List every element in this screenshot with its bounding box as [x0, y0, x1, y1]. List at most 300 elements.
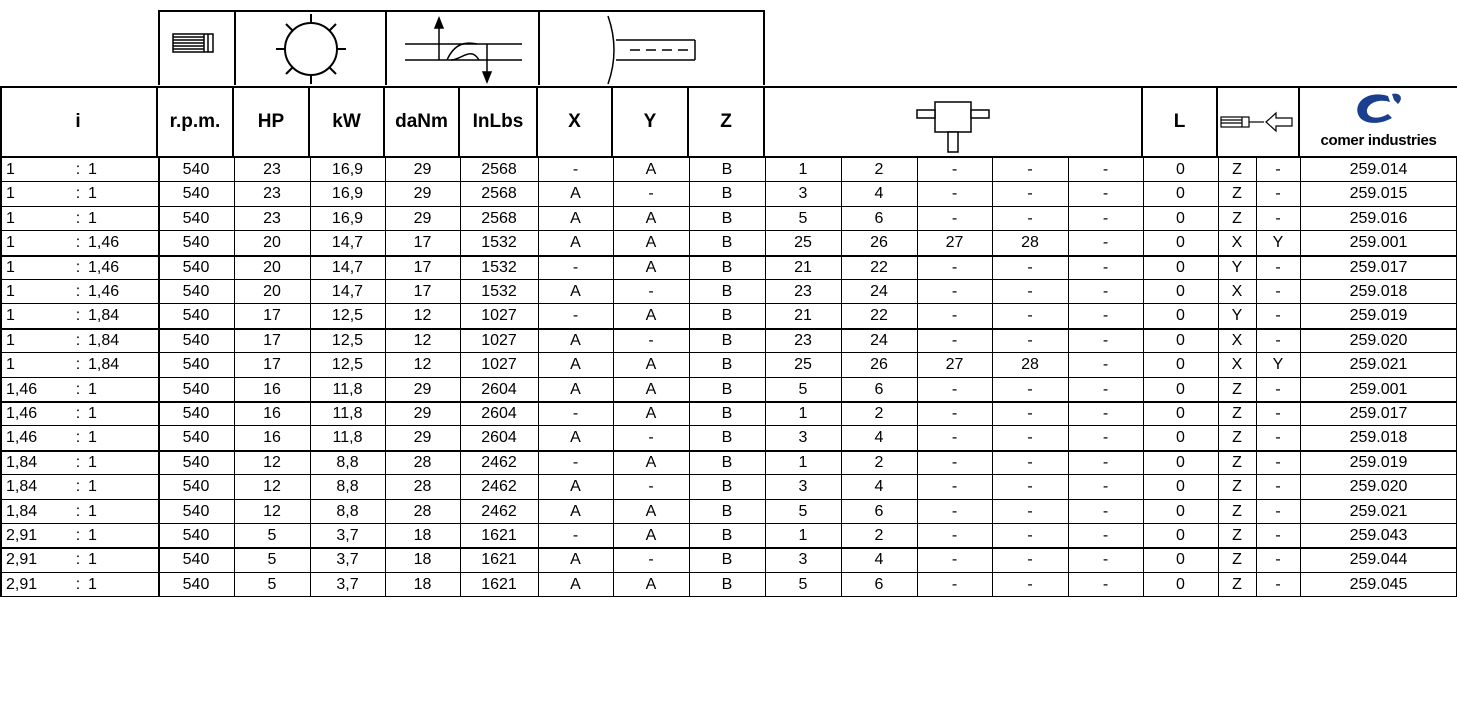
cell-s2: -: [1275, 185, 1281, 203]
cell-danm: 18: [413, 527, 432, 544]
gear-wheel-icon: [234, 10, 310, 85]
icon-row: [0, 0, 1457, 86]
cell-rpm: 540: [182, 575, 210, 593]
cell-s1: Z: [1232, 380, 1242, 398]
cell-y: A: [645, 405, 657, 422]
cell-x: -: [572, 161, 579, 178]
ratio-left: 1,46: [6, 380, 38, 398]
cell-c2: 4: [874, 185, 884, 203]
ratio-colon: :: [75, 185, 81, 203]
cell-c2: 4: [874, 429, 884, 447]
cell-x: A: [570, 575, 581, 593]
column-divider: [765, 158, 766, 597]
cell-x: -: [572, 527, 579, 544]
comer-logo: [1300, 86, 1457, 158]
cell-s1: X: [1231, 356, 1243, 374]
column-divider: [841, 158, 842, 597]
table-row: [0, 475, 1457, 499]
cell-s2: -: [1275, 258, 1281, 276]
cell-z: B: [721, 331, 733, 349]
cell-c1: 23: [794, 283, 812, 300]
cell-s2: -: [1275, 575, 1281, 593]
ratio-left: 1: [6, 258, 15, 276]
ratio-colon: :: [75, 161, 81, 178]
cell-s1: Z: [1232, 209, 1242, 227]
cell-c3: -: [951, 161, 958, 178]
cell-inlbs: 1532: [481, 258, 517, 276]
cell-c3: -: [951, 502, 958, 520]
cell-c2: 6: [874, 575, 884, 593]
table-row: [0, 353, 1457, 377]
cell-c2: 22: [870, 258, 888, 276]
cell-rpm: 540: [182, 209, 210, 227]
cell-s2: Y: [1272, 356, 1284, 374]
cell-kw: 8,8: [336, 502, 359, 520]
cell-c1: 3: [798, 429, 808, 447]
cell-danm: 17: [413, 283, 432, 300]
cell-l: 0: [1176, 356, 1185, 374]
brand-name: comer industries: [1320, 132, 1437, 149]
table-row: [0, 548, 1457, 572]
cell-rpm: 540: [182, 307, 210, 325]
cell-z: B: [721, 161, 733, 178]
cell-code: 259.015: [1349, 185, 1408, 203]
spline-shaft-icon: [158, 10, 234, 85]
cell-code: 259.044: [1349, 551, 1408, 569]
cell-rpm: 540: [182, 453, 210, 471]
cell-s2: -: [1275, 283, 1281, 300]
cell-x: A: [570, 478, 581, 496]
cell-inlbs: 2568: [481, 209, 517, 227]
cell-hp: 23: [263, 209, 281, 227]
cell-code: 259.021: [1349, 356, 1408, 374]
cell-c1: 25: [794, 356, 812, 374]
cell-x: A: [570, 356, 581, 374]
cell-c2: 2: [874, 161, 884, 178]
cell-z: B: [721, 453, 733, 471]
column-divider: [1256, 158, 1257, 597]
cell-inlbs: 1027: [481, 331, 517, 349]
ratio-right: 1: [88, 380, 97, 398]
cell-hp: 5: [267, 527, 277, 544]
cell-y: A: [645, 234, 657, 252]
cell-rpm: 540: [182, 185, 210, 203]
cell-c2: 26: [870, 356, 888, 374]
cell-rpm: 540: [182, 161, 210, 178]
cell-hp: 12: [263, 478, 281, 496]
cell-rpm: 540: [182, 551, 210, 569]
cell-rpm: 540: [182, 478, 210, 496]
ratio-right: 1,46: [88, 283, 120, 300]
table-row: [0, 402, 1457, 426]
ratio-right: 1: [88, 405, 97, 422]
ratio-colon: :: [75, 551, 81, 569]
cell-l: 0: [1176, 258, 1185, 276]
cell-code: 259.017: [1349, 405, 1408, 422]
cell-s2: -: [1275, 551, 1281, 569]
cell-kw: 8,8: [336, 478, 359, 496]
cell-s1: Y: [1231, 258, 1243, 276]
cell-s1: Z: [1232, 502, 1242, 520]
ratio-left: 1: [6, 185, 15, 203]
cell-inlbs: 2462: [481, 478, 517, 496]
cell-c2: 24: [870, 331, 888, 349]
cell-y: -: [648, 429, 654, 447]
cell-y: A: [645, 502, 657, 520]
cell-c3: -: [951, 258, 958, 276]
cell-c4: -: [1027, 258, 1033, 276]
cell-kw: 14,7: [331, 258, 364, 276]
cell-s1: Z: [1232, 551, 1242, 569]
cell-kw: 11,8: [332, 405, 363, 422]
cell-s2: -: [1275, 380, 1281, 398]
cell-s2: -: [1275, 478, 1281, 496]
cell-x: A: [570, 209, 581, 227]
cell-c5: -: [1102, 429, 1109, 447]
cell-c4: -: [1027, 283, 1033, 300]
column-divider: [1068, 158, 1069, 597]
cell-y: A: [645, 307, 657, 325]
cell-c5: -: [1102, 478, 1109, 496]
cell-c3: -: [951, 527, 958, 544]
cell-c3: -: [951, 405, 958, 422]
header-z: Z: [689, 86, 765, 158]
cell-c2: 2: [874, 527, 884, 544]
cell-kw: 16,9: [331, 161, 364, 178]
cell-c2: 24: [870, 283, 888, 300]
cell-c3: -: [951, 331, 958, 349]
cell-c3: -: [951, 380, 958, 398]
cell-z: B: [721, 575, 733, 593]
table-row: [0, 158, 1457, 182]
cell-c4: -: [1027, 502, 1033, 520]
table-row: [0, 207, 1457, 231]
cell-hp: 23: [263, 185, 281, 203]
cell-x: -: [572, 258, 579, 276]
ratio-colon: :: [75, 209, 81, 227]
cell-c3: -: [951, 209, 958, 227]
cell-c4: -: [1027, 161, 1033, 178]
ratio-left: 1,84: [6, 478, 38, 496]
column-divider: [917, 158, 918, 597]
cell-kw: 11,8: [332, 429, 363, 447]
cell-c4: -: [1027, 429, 1033, 447]
cell-l: 0: [1176, 453, 1185, 471]
column-divider: [460, 158, 461, 597]
cell-kw: 12,5: [331, 331, 364, 349]
header-kw: kW: [310, 86, 385, 158]
cell-l: 0: [1176, 527, 1185, 544]
cell-inlbs: 2568: [481, 185, 517, 203]
row-divider: [0, 596, 1457, 597]
cell-hp: 20: [263, 258, 281, 276]
ratio-right: 1,84: [88, 331, 120, 349]
table-header: [0, 86, 1457, 158]
cell-s1: Z: [1232, 161, 1242, 178]
cell-danm: 29: [413, 405, 432, 422]
ratio-colon: :: [75, 380, 81, 398]
cell-c2: 6: [874, 502, 884, 520]
cell-danm: 12: [413, 356, 432, 374]
cell-inlbs: 1621: [481, 527, 517, 544]
ratio-right: 1,84: [88, 356, 120, 374]
cell-s1: Z: [1232, 185, 1242, 203]
cell-hp: 20: [263, 234, 281, 252]
ratio-colon: :: [75, 356, 81, 374]
table-row: [0, 378, 1457, 402]
cell-c1: 5: [798, 502, 808, 520]
column-divider: [992, 158, 993, 597]
cell-z: B: [721, 429, 733, 447]
ratio-right: 1: [88, 185, 97, 203]
cell-c5: -: [1102, 527, 1109, 544]
cell-s2: -: [1275, 161, 1281, 178]
cell-y: -: [648, 551, 654, 569]
ratio-colon: :: [75, 478, 81, 496]
cell-c2: 22: [870, 307, 888, 325]
table-row: [0, 256, 1457, 280]
cell-y: A: [645, 453, 657, 471]
cell-kw: 3,7: [336, 527, 359, 544]
ratio-right: 1,84: [88, 307, 120, 325]
cell-c3: -: [951, 185, 958, 203]
cell-hp: 17: [263, 307, 281, 325]
cell-c5: -: [1102, 380, 1109, 398]
ratio-left: 1,46: [6, 429, 38, 447]
ratio-colon: :: [75, 283, 81, 300]
cell-y: A: [645, 209, 657, 227]
cell-kw: 12,5: [331, 356, 364, 374]
cell-code: 259.019: [1349, 453, 1408, 471]
cell-x: A: [570, 234, 581, 252]
cell-c1: 5: [798, 380, 808, 398]
cell-hp: 12: [263, 453, 281, 471]
cell-c5: -: [1102, 161, 1109, 178]
table-row: [0, 231, 1457, 255]
ratio-colon: :: [75, 258, 81, 276]
ratio-left: 1: [6, 161, 15, 178]
cell-code: 259.020: [1349, 331, 1408, 349]
table-row: [0, 182, 1457, 206]
cell-c5: -: [1102, 331, 1109, 349]
cell-c5: -: [1102, 575, 1109, 593]
header-danm: daNm: [385, 86, 460, 158]
cell-x: -: [572, 453, 579, 471]
cell-y: A: [645, 356, 657, 374]
column-divider: [538, 158, 539, 597]
cell-c4: -: [1027, 209, 1033, 227]
cell-y: -: [648, 478, 654, 496]
cell-s1: Z: [1232, 478, 1242, 496]
cell-l: 0: [1176, 551, 1185, 569]
cell-c1: 23: [794, 331, 812, 349]
cell-hp: 17: [263, 331, 281, 349]
cell-l: 0: [1176, 478, 1185, 496]
ratio-left: 1,84: [6, 453, 38, 471]
cell-c1: 1: [798, 453, 808, 471]
ratio-right: 1: [88, 161, 97, 178]
cell-inlbs: 1027: [481, 307, 517, 325]
cell-c1: 3: [798, 185, 808, 203]
cell-y: A: [645, 258, 657, 276]
cell-s1: X: [1231, 234, 1243, 252]
cell-danm: 28: [413, 453, 432, 471]
cell-s2: -: [1275, 502, 1281, 520]
cell-c4: -: [1027, 307, 1033, 325]
cell-danm: 12: [413, 307, 432, 325]
cell-c4: -: [1027, 575, 1033, 593]
cell-z: B: [721, 356, 733, 374]
ratio-left: 1: [6, 283, 15, 300]
cell-hp: 23: [263, 161, 281, 178]
cell-hp: 20: [263, 283, 281, 300]
cell-rpm: 540: [182, 258, 210, 276]
table-row: [0, 280, 1457, 304]
ratio-left: 1,46: [6, 405, 38, 422]
cell-c3: -: [951, 551, 958, 569]
cell-kw: 3,7: [336, 575, 359, 593]
cell-inlbs: 1532: [481, 283, 517, 300]
cell-kw: 11,8: [332, 380, 363, 398]
cell-c4: -: [1027, 551, 1033, 569]
cell-y: A: [645, 527, 657, 544]
cell-y: -: [648, 185, 654, 203]
cell-hp: 16: [263, 380, 281, 398]
cell-hp: 16: [263, 429, 281, 447]
cell-s1: X: [1231, 283, 1243, 300]
cell-s2: -: [1275, 331, 1281, 349]
cell-c2: 2: [874, 453, 884, 471]
cell-inlbs: 1621: [481, 551, 517, 569]
cell-l: 0: [1176, 283, 1185, 300]
cell-c4: -: [1027, 478, 1033, 496]
cell-inlbs: 2462: [481, 453, 517, 471]
table-row: [0, 426, 1457, 450]
column-divider: [234, 158, 235, 597]
column-divider: [1143, 158, 1144, 597]
cell-c3: -: [951, 575, 958, 593]
ratio-colon: :: [75, 331, 81, 349]
cell-inlbs: 1532: [481, 234, 517, 252]
cell-c5: -: [1102, 551, 1109, 569]
cell-rpm: 540: [182, 331, 210, 349]
cell-s1: Z: [1232, 575, 1242, 593]
ratio-right: 1: [88, 453, 97, 471]
header-i: i: [0, 86, 158, 158]
cell-c5: -: [1102, 185, 1109, 203]
cell-y: -: [648, 283, 654, 300]
cell-s2: -: [1275, 209, 1281, 227]
cell-s2: -: [1275, 453, 1281, 471]
cell-rpm: 540: [182, 405, 210, 422]
ratio-colon: :: [75, 527, 81, 544]
ratio-left: 1: [6, 234, 15, 252]
cell-danm: 28: [413, 478, 432, 496]
cell-l: 0: [1176, 234, 1185, 252]
cell-l: 0: [1176, 185, 1185, 203]
cell-x: A: [570, 283, 581, 300]
cell-s1: Z: [1232, 453, 1242, 471]
cell-danm: 29: [413, 161, 432, 178]
cell-danm: 29: [413, 429, 432, 447]
cell-l: 0: [1176, 161, 1185, 178]
cell-c1: 5: [798, 209, 808, 227]
cell-code: 259.021: [1349, 502, 1408, 520]
ratio-right: 1: [88, 575, 97, 593]
ratio-left: 2,91: [6, 551, 38, 569]
ratio-colon: :: [75, 502, 81, 520]
column-divider: [613, 158, 614, 597]
cell-danm: 17: [413, 234, 432, 252]
ratio-left: 1,84: [6, 502, 38, 520]
cell-inlbs: 2604: [481, 380, 517, 398]
cell-z: B: [721, 258, 733, 276]
cell-l: 0: [1176, 502, 1185, 520]
cell-z: B: [721, 502, 733, 520]
cell-c3: -: [951, 429, 958, 447]
cell-c4: -: [1027, 380, 1033, 398]
cell-code: 259.045: [1349, 575, 1408, 593]
ratio-left: 1: [6, 331, 15, 349]
cell-code: 259.017: [1349, 258, 1408, 276]
cell-c3: 27: [945, 234, 964, 252]
cell-s1: X: [1231, 331, 1243, 349]
cell-s2: -: [1275, 527, 1281, 544]
cell-x: -: [572, 307, 579, 325]
cell-s2: -: [1275, 307, 1281, 325]
cell-danm: 18: [413, 575, 432, 593]
cell-danm: 29: [413, 380, 432, 398]
cell-c3: -: [951, 307, 958, 325]
ratio-right: 1: [88, 478, 97, 496]
cell-c4: 28: [1021, 234, 1039, 252]
cell-l: 0: [1176, 380, 1185, 398]
cell-x: -: [572, 405, 579, 422]
cell-kw: 16,9: [331, 209, 364, 227]
cell-c2: 6: [874, 380, 884, 398]
header-rpm: r.p.m.: [158, 86, 234, 158]
ratio-left: 1: [6, 209, 15, 227]
cell-x: A: [570, 502, 581, 520]
ratio-right: 1: [88, 551, 97, 569]
cell-c2: 26: [870, 234, 888, 252]
cell-c1: 3: [798, 551, 808, 569]
column-divider: [1300, 158, 1301, 597]
header-l: L: [1143, 86, 1218, 158]
cell-s1: Y: [1231, 307, 1243, 325]
shaft-arrow-icon: [1218, 86, 1300, 158]
cell-c5: -: [1102, 209, 1109, 227]
cell-c1: 25: [794, 234, 812, 252]
cell-kw: 16,9: [331, 185, 364, 203]
ratio-left: 2,91: [6, 575, 38, 593]
cell-c1: 1: [798, 405, 808, 422]
cell-inlbs: 2604: [481, 429, 517, 447]
cell-s1: Z: [1232, 527, 1242, 544]
cell-z: B: [721, 478, 733, 496]
cell-c3: 27: [945, 356, 964, 374]
table-row: [0, 451, 1457, 475]
cell-c1: 21: [794, 307, 812, 325]
ratio-right: 1: [88, 209, 97, 227]
table-row: [0, 304, 1457, 328]
cell-x: A: [570, 331, 581, 349]
cell-kw: 12,5: [331, 307, 364, 325]
ratio-right: 1,46: [88, 234, 120, 252]
cell-y: -: [648, 331, 654, 349]
header-y: Y: [613, 86, 689, 158]
cell-code: 259.016: [1349, 209, 1408, 227]
